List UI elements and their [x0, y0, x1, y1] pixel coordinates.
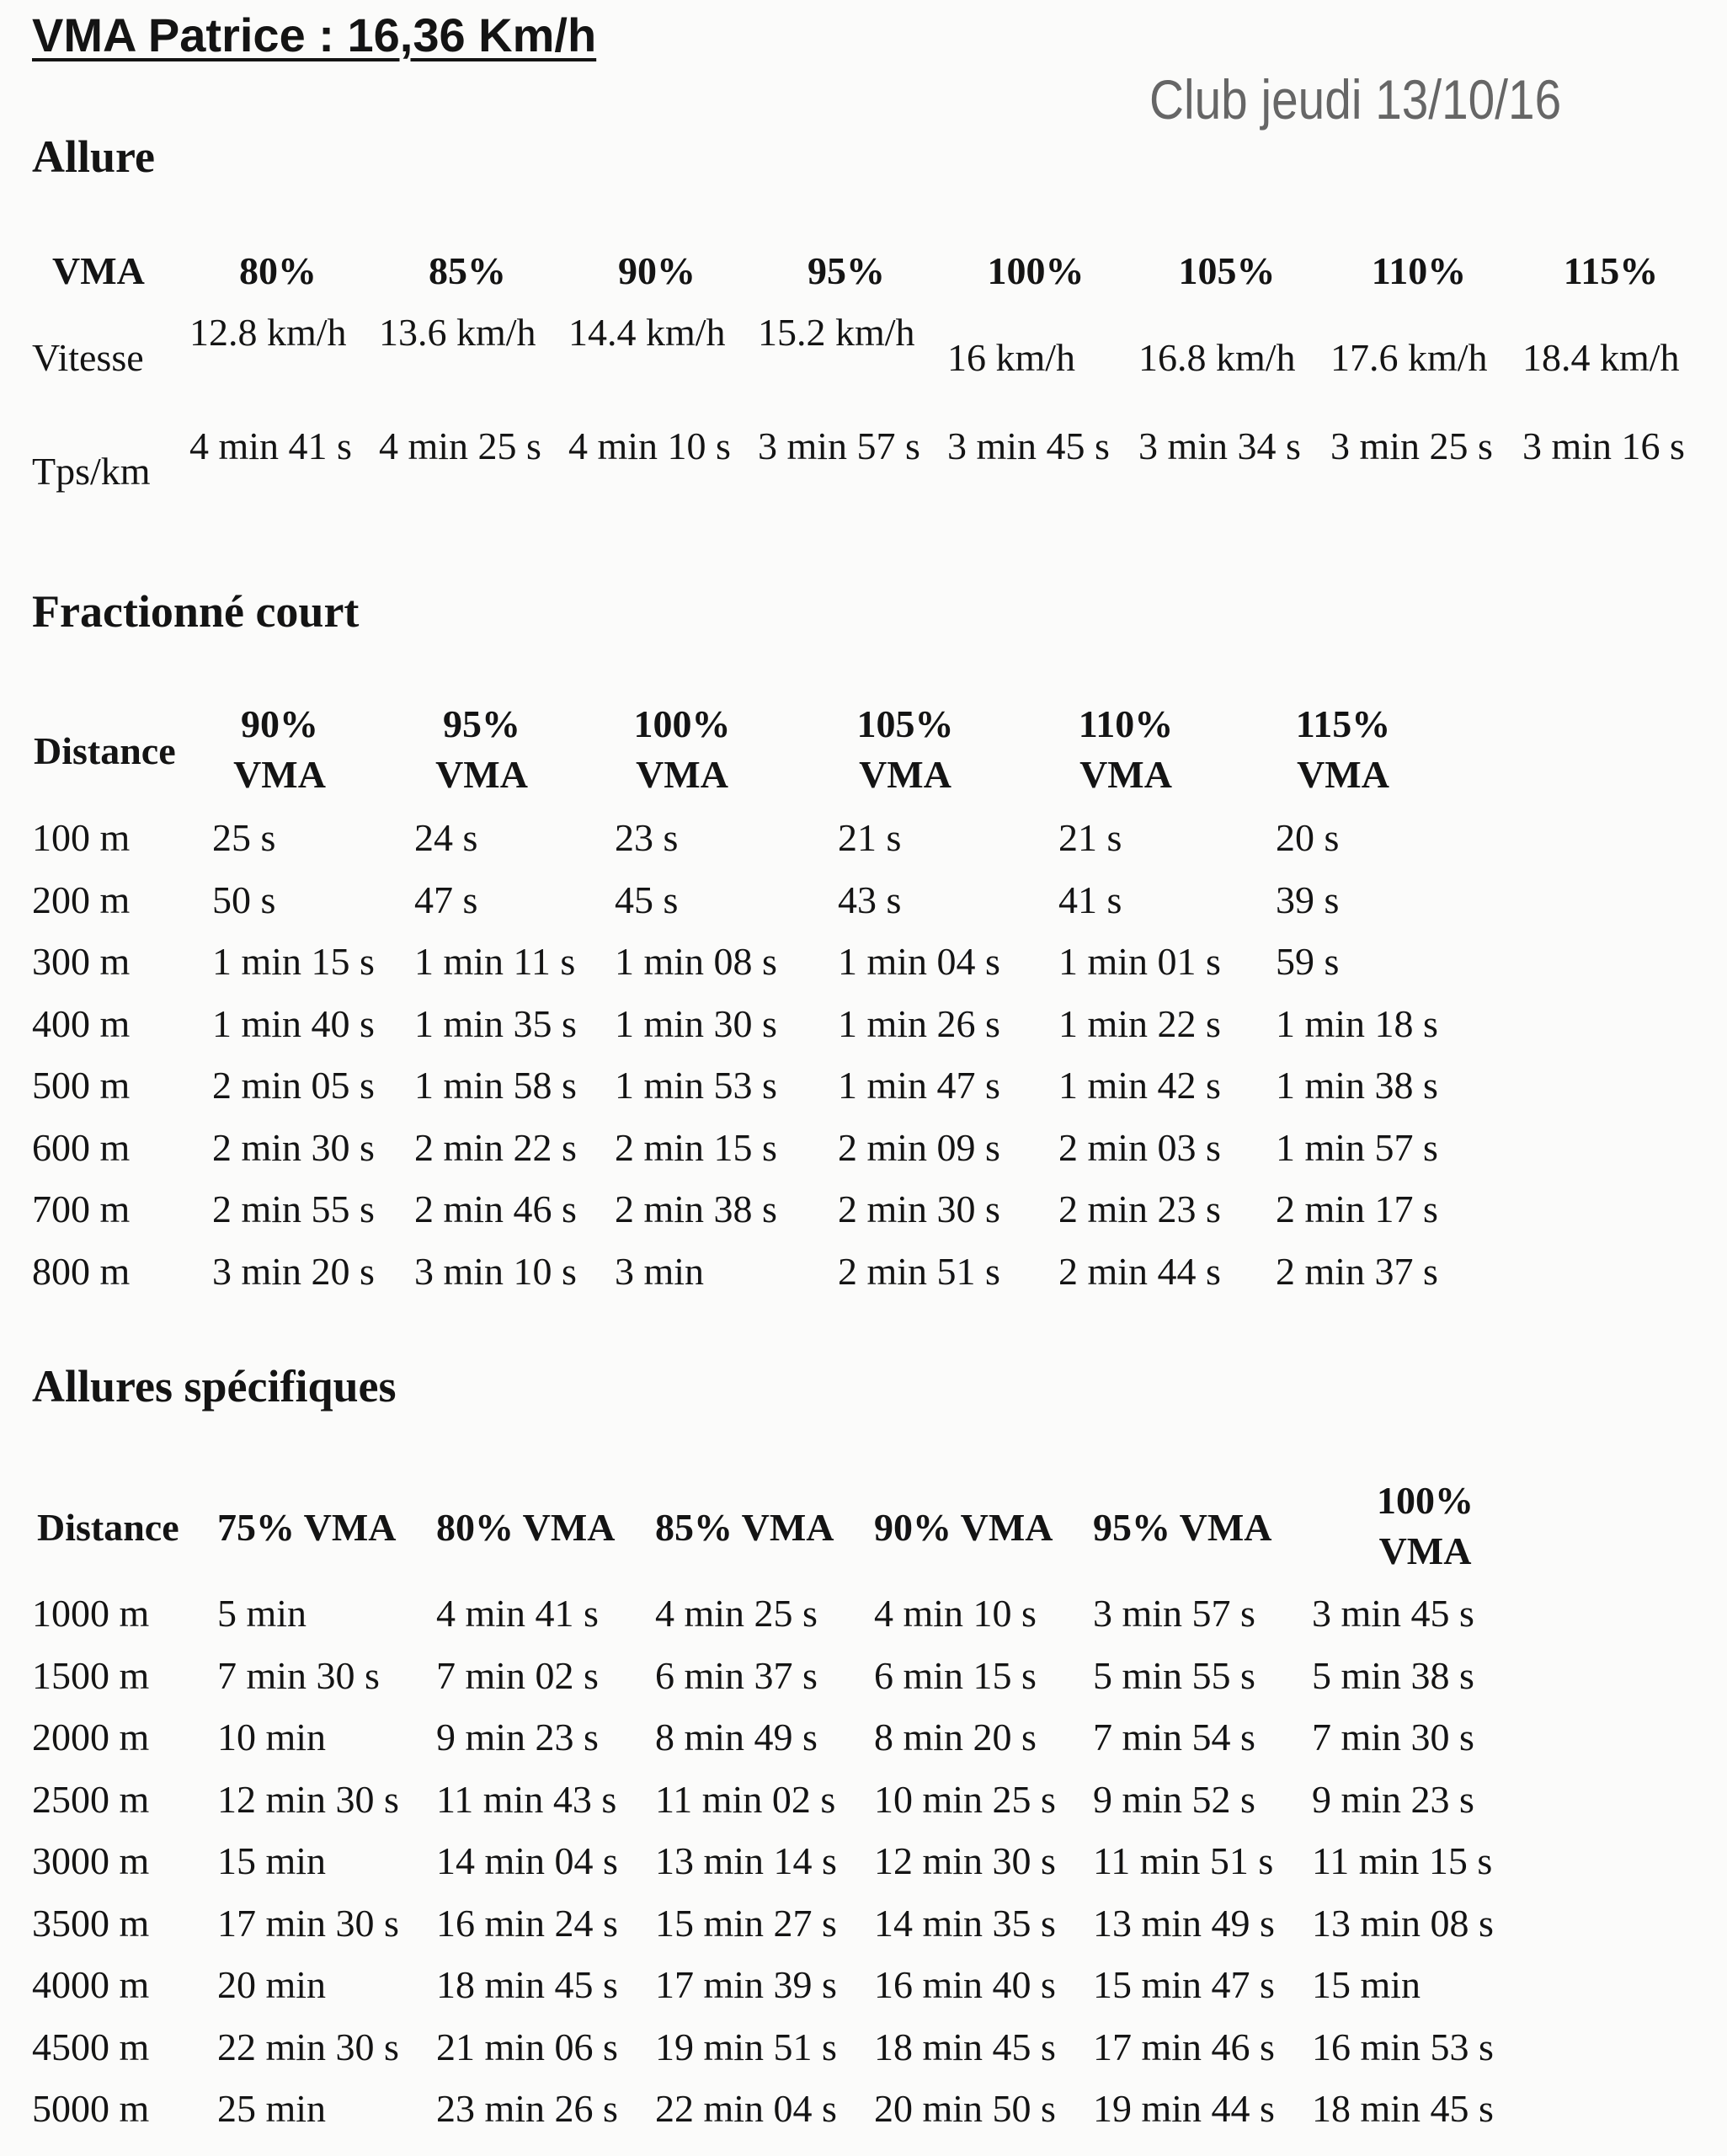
- specifiques-cell: 19 min 44 s: [1093, 2087, 1275, 2130]
- fractionne-cell: 1 min 57 s: [1276, 1125, 1438, 1169]
- specifiques-cell: 20 min: [217, 1963, 327, 2006]
- allure-column-header: 95%: [808, 249, 885, 292]
- fractionne-row-label: 400 m: [32, 1001, 131, 1045]
- fractionne-cell: 2 min 44 s: [1058, 1249, 1221, 1293]
- fractionne-column-header: 110% VMA: [1078, 702, 1174, 796]
- specifiques-cell: 16 min 53 s: [1312, 2025, 1494, 2068]
- specifiques-cell: 8 min 49 s: [655, 1716, 818, 1758]
- fractionne-cell: 1 min 26 s: [838, 1001, 1000, 1045]
- specifiques-cell: 15 min 27 s: [655, 1901, 837, 1945]
- specifiques-row-header: Distance: [37, 1506, 179, 1549]
- allure-cell: 3 min 45 s: [947, 424, 1110, 467]
- specifiques-cell: 23 min 26 s: [436, 2087, 618, 2130]
- specifiques-cell: 15 min 47 s: [1093, 1963, 1275, 2006]
- allure-row-header: VMA: [52, 249, 145, 292]
- fractionne-cell: 2 min 05 s: [212, 1064, 375, 1107]
- fractionne-cell: 59 s: [1276, 940, 1340, 983]
- specifiques-cell: 9 min 52 s: [1093, 1777, 1255, 1821]
- allure-column-header: 105%: [1178, 249, 1276, 292]
- fractionne-cell: 2 min 17 s: [1276, 1187, 1438, 1230]
- allure-cell: 16.8 km/h: [1138, 336, 1296, 379]
- session-subtitle: Club jeudi 13/10/16: [1149, 68, 1562, 131]
- fractionne-column-header: 105% VMA: [856, 702, 954, 796]
- specifiques-cell: 12 min 30 s: [217, 1777, 399, 1821]
- allure-cell: 12.8 km/h: [189, 311, 347, 354]
- specifiques-cell: 8 min 20 s: [874, 1716, 1037, 1758]
- fractionne-row-label: 300 m: [32, 940, 131, 983]
- fractionne-cell: 1 min 53 s: [615, 1064, 777, 1107]
- specifiques-cell: 21 min 06 s: [436, 2025, 618, 2068]
- specifiques-cell: 7 min 54 s: [1093, 1716, 1255, 1758]
- specifiques-column-header: 95% VMA: [1093, 1506, 1272, 1549]
- fractionne-cell: 39 s: [1276, 878, 1340, 921]
- allure-row-label: Tps/km: [32, 450, 151, 493]
- specifiques-cell: 17 min 46 s: [1093, 2025, 1275, 2068]
- fractionne-cell: 50 s: [212, 878, 276, 921]
- specifiques-cell: 6 min 15 s: [874, 1653, 1037, 1697]
- specifiques-column-header: 85% VMA: [655, 1506, 834, 1549]
- fractionne-cell: 1 min 42 s: [1058, 1064, 1221, 1107]
- fractionne-cell: 2 min 37 s: [1276, 1249, 1438, 1293]
- specifiques-cell: 7 min 30 s: [217, 1653, 380, 1697]
- fractionne-heading: Fractionné court: [32, 586, 360, 637]
- specifiques-cell: 13 min 14 s: [655, 1839, 837, 1882]
- fractionne-cell: 1 min 04 s: [838, 940, 1000, 983]
- allure-cell: 3 min 25 s: [1330, 424, 1493, 467]
- specifiques-cell: 4 min 10 s: [874, 1592, 1037, 1635]
- specifiques-cell: 11 min 51 s: [1093, 1839, 1274, 1882]
- specifiques-cell: 6 min 37 s: [655, 1653, 818, 1697]
- specifiques-heading: Allures spécifiques: [32, 1361, 397, 1412]
- allure-cell: 17.6 km/h: [1330, 336, 1488, 379]
- fractionne-row-label: 100 m: [32, 816, 131, 859]
- specifiques-cell: 9 min 23 s: [1312, 1777, 1474, 1821]
- fractionne-row-label: 700 m: [32, 1187, 131, 1230]
- fractionne-cell: 2 min 15 s: [615, 1125, 777, 1169]
- fractionne-row-label: 200 m: [32, 878, 131, 921]
- allure-column-header: 110%: [1371, 249, 1467, 292]
- specifiques-column-header: 100% VMA: [1377, 1479, 1474, 1572]
- specifiques-cell: 15 min: [217, 1839, 327, 1882]
- fractionne-cell: 3 min: [615, 1249, 705, 1293]
- allure-cell: 16 km/h: [947, 336, 1076, 379]
- fractionne-row-label: 600 m: [32, 1125, 131, 1169]
- specifiques-column-header: 75% VMA: [217, 1506, 397, 1549]
- fractionne-cell: 1 min 01 s: [1058, 940, 1221, 983]
- fractionne-cell: 1 min 15 s: [212, 940, 375, 983]
- allure-cell: 3 min 34 s: [1138, 424, 1301, 467]
- specifiques-cell: 4 min 25 s: [655, 1592, 818, 1635]
- allure-column-header: 115%: [1563, 249, 1659, 292]
- specifiques-cell: 18 min 45 s: [874, 2025, 1056, 2068]
- fractionne-row-label: 800 m: [32, 1249, 131, 1293]
- specifiques-row-label: 4000 m: [32, 1963, 150, 2006]
- specifiques-cell: 25 min: [217, 2087, 327, 2130]
- allure-heading: Allure: [32, 131, 155, 182]
- fractionne-cell: 1 min 18 s: [1276, 1001, 1438, 1045]
- specifiques-cell: 14 min 35 s: [874, 1901, 1056, 1945]
- fractionne-column-header: 90% VMA: [233, 702, 326, 796]
- specifiques-cell: 7 min 30 s: [1312, 1716, 1474, 1758]
- specifiques-cell: 16 min 24 s: [436, 1901, 618, 1945]
- specifiques-cell: 11 min 15 s: [1312, 1839, 1493, 1882]
- specifiques-cell: 18 min 45 s: [436, 1963, 618, 2006]
- specifiques-cell: 18 min 45 s: [1312, 2087, 1494, 2130]
- allure-cell: 3 min 16 s: [1522, 424, 1685, 467]
- allure-cell: 3 min 57 s: [758, 424, 920, 467]
- specifiques-cell: 12 min 30 s: [874, 1839, 1056, 1882]
- specifiques-cell: 17 min 39 s: [655, 1963, 837, 2006]
- allure-cell: 4 min 10 s: [568, 424, 731, 467]
- specifiques-cell: 14 min 04 s: [436, 1839, 618, 1882]
- fractionne-cell: 1 min 35 s: [414, 1001, 577, 1045]
- fractionne-cell: 25 s: [212, 816, 276, 859]
- fractionne-cell: 1 min 11 s: [414, 940, 576, 983]
- fractionne-cell: 1 min 47 s: [838, 1064, 1000, 1107]
- fractionne-cell: 2 min 09 s: [838, 1125, 1000, 1169]
- page-title: VMA Patrice : 16,36 Km/h: [32, 8, 597, 61]
- allure-cell: 15.2 km/h: [758, 311, 915, 354]
- fractionne-row-label: 500 m: [32, 1064, 131, 1107]
- specifiques-row-label: 1500 m: [32, 1653, 150, 1697]
- specifiques-cell: 5 min 38 s: [1312, 1653, 1474, 1697]
- allure-cell: 14.4 km/h: [568, 311, 726, 354]
- specifiques-cell: 7 min 02 s: [436, 1653, 599, 1697]
- allure-column-header: 100%: [987, 249, 1085, 292]
- allure-column-header: 85%: [429, 249, 506, 292]
- fractionne-column-header: 95% VMA: [435, 702, 528, 796]
- specifiques-row-label: 5000 m: [32, 2087, 150, 2130]
- specifiques-row-label: 3000 m: [32, 1839, 150, 1882]
- fractionne-cell: 1 min 08 s: [615, 940, 777, 983]
- specifiques-cell: 22 min 30 s: [217, 2025, 399, 2068]
- allure-cell: 18.4 km/h: [1522, 336, 1680, 379]
- fractionne-cell: 2 min 30 s: [212, 1125, 375, 1169]
- fractionne-cell: 2 min 22 s: [414, 1125, 577, 1169]
- specifiques-cell: 20 min 50 s: [874, 2087, 1056, 2130]
- fractionne-cell: 47 s: [414, 878, 478, 921]
- fractionne-cell: 1 min 40 s: [212, 1001, 375, 1045]
- fractionne-cell: 21 s: [838, 816, 902, 859]
- fractionne-cell: 2 min 03 s: [1058, 1125, 1221, 1169]
- specifiques-cell: 5 min 55 s: [1093, 1653, 1255, 1697]
- specifiques-cell: 13 min 08 s: [1312, 1901, 1494, 1945]
- fractionne-cell: 41 s: [1058, 878, 1122, 921]
- specifiques-cell: 17 min 30 s: [217, 1901, 399, 1945]
- fractionne-cell: 2 min 23 s: [1058, 1187, 1221, 1230]
- specifiques-row-label: 4500 m: [32, 2025, 150, 2068]
- fractionne-column-header: 115% VMA: [1295, 702, 1391, 796]
- fractionne-cell: 20 s: [1276, 816, 1340, 859]
- specifiques-row-label: 1000 m: [32, 1592, 150, 1635]
- fractionne-cell: 43 s: [838, 878, 902, 921]
- fractionne-cell: 2 min 30 s: [838, 1187, 1000, 1230]
- fractionne-row-header: Distance: [34, 729, 176, 772]
- fractionne-cell: 1 min 30 s: [615, 1001, 777, 1045]
- specifiques-row-label: 2000 m: [32, 1716, 150, 1758]
- allure-column-header: 90%: [618, 249, 696, 292]
- specifiques-column-header: 90% VMA: [874, 1506, 1053, 1549]
- fractionne-cell: 23 s: [615, 816, 679, 859]
- fractionne-cell: 2 min 38 s: [615, 1187, 777, 1230]
- allure-row-label: Vitesse: [32, 336, 144, 379]
- allure-cell: 13.6 km/h: [379, 311, 536, 354]
- allure-column-header: 80%: [239, 249, 317, 292]
- fractionne-cell: 1 min 22 s: [1058, 1001, 1221, 1045]
- fractionne-cell: 1 min 58 s: [414, 1064, 577, 1107]
- specifiques-row-label: 3500 m: [32, 1901, 150, 1945]
- fractionne-cell: 2 min 55 s: [212, 1187, 375, 1230]
- fractionne-cell: 1 min 38 s: [1276, 1064, 1438, 1107]
- specifiques-cell: 22 min 04 s: [655, 2087, 837, 2130]
- specifiques-cell: 15 min: [1312, 1963, 1421, 2006]
- specifiques-row-label: 2500 m: [32, 1777, 150, 1821]
- fractionne-cell: 2 min 51 s: [838, 1249, 1000, 1293]
- specifiques-cell: 9 min 23 s: [436, 1716, 599, 1758]
- fractionne-cell: 3 min 20 s: [212, 1249, 375, 1293]
- specifiques-cell: 10 min: [217, 1716, 327, 1758]
- specifiques-cell: 11 min 02 s: [655, 1777, 836, 1821]
- fractionne-cell: 24 s: [414, 816, 478, 859]
- specifiques-column-header: 80% VMA: [436, 1506, 616, 1549]
- specifiques-cell: 3 min 57 s: [1093, 1592, 1255, 1635]
- fractionne-cell: 45 s: [615, 878, 679, 921]
- specifiques-cell: 10 min 25 s: [874, 1777, 1056, 1821]
- allure-cell: 4 min 25 s: [379, 424, 541, 467]
- specifiques-cell: 3 min 45 s: [1312, 1592, 1474, 1635]
- fractionne-column-header: 100% VMA: [633, 702, 731, 796]
- specifiques-cell: 11 min 43 s: [436, 1777, 617, 1821]
- fractionne-cell: 2 min 46 s: [414, 1187, 577, 1230]
- specifiques-cell: 19 min 51 s: [655, 2025, 837, 2068]
- specifiques-cell: 5 min: [217, 1592, 307, 1635]
- specifiques-cell: 16 min 40 s: [874, 1963, 1056, 2006]
- specifiques-cell: 4 min 41 s: [436, 1592, 599, 1635]
- fractionne-cell: 3 min 10 s: [414, 1249, 577, 1293]
- allure-cell: 4 min 41 s: [189, 424, 352, 467]
- specifiques-cell: 13 min 49 s: [1093, 1901, 1275, 1945]
- fractionne-cell: 21 s: [1058, 816, 1122, 859]
